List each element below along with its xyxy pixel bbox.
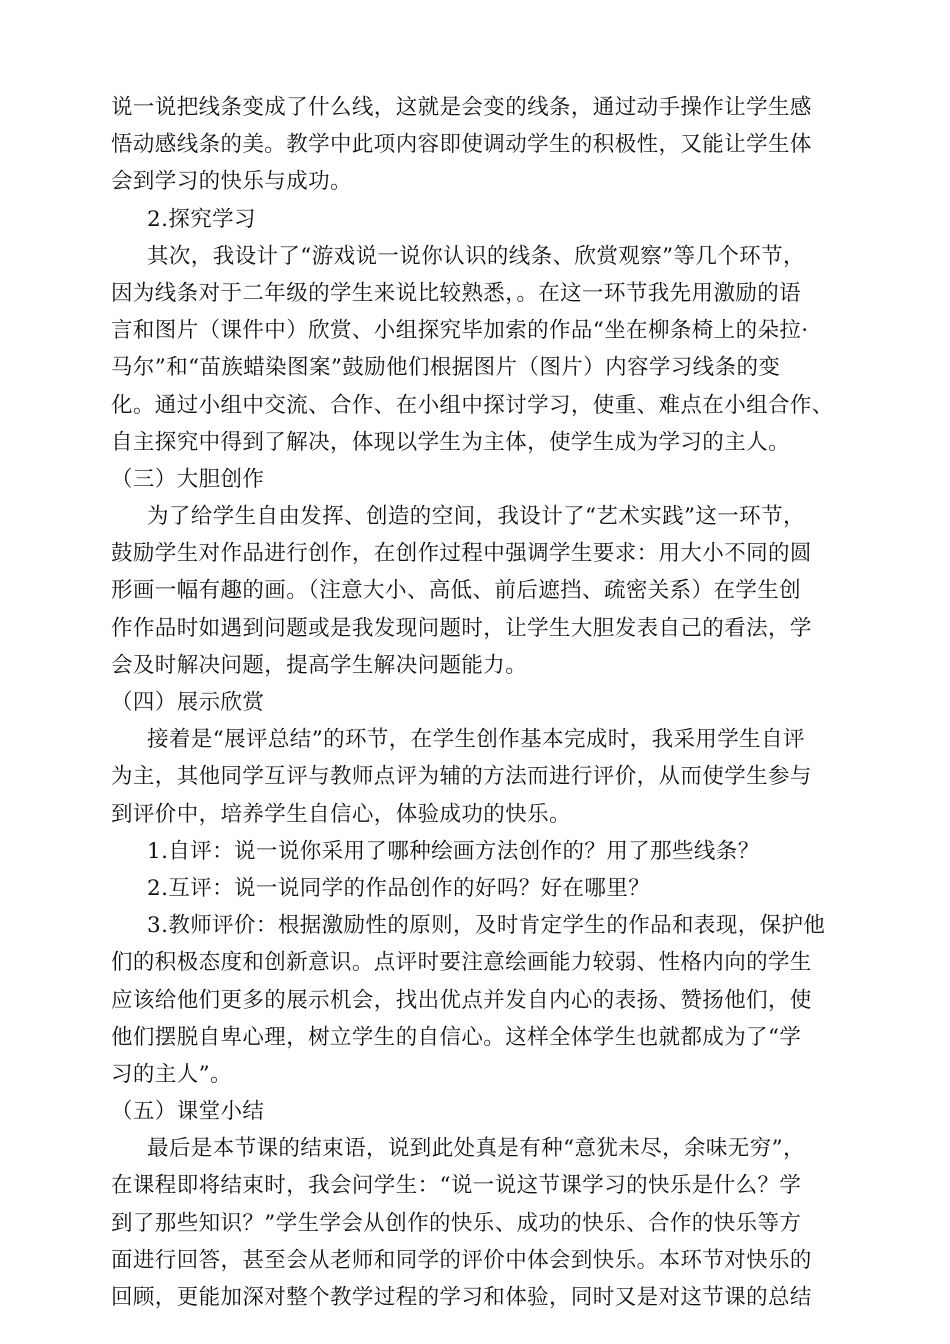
text-line: 到评价中，培养学生自信心，体验成功的快乐。 [111,801,571,827]
text-line: 会到学习的快乐与成功。 [111,169,352,195]
text-line: 面进行回答，甚至会从老师和同学的评价中体会到快乐。本环节对快乐的 [111,1247,812,1273]
text-line: 自主探究中得到了解决，体现以学生为主体，使学生成为学习的主人。 [111,429,790,455]
text-line: 悟动感线条的美。教学中此项内容即使调动学生的积极性，又能让学生体 [111,132,812,158]
text-line: 鼓励学生对作品进行创作，在创作过程中强调学生要求：用大小不同的圆 [111,541,812,567]
text-line: 为了给学生自由发挥、创造的空间，我设计了“艺术实践”这一环节， [147,504,805,530]
document-body [111,89,856,1316]
text-line: 马尔”和“苗族蜡染图案”鼓励他们根据图片（图片）内容学习线条的变 [111,355,781,381]
text-line: 们的积极态度和创新意识。点评时要注意绘画能力较弱、性格内向的学生 [111,950,812,976]
text-line: 在课程即将结束时，我会问学生：“说一说这节课学习的快乐是什么？学 [111,1173,802,1199]
text-line: 为主，其他同学互评与教师点评为辅的方法而进行评价，从而使学生参与 [111,764,812,790]
text-line: 说一说把线条变成了什么线，这就是会变的线条，通过动手操作让学生感 [111,95,812,120]
text-line: 形画一幅有趣的画。（注意大小、高低、前后遮挡、疏密关系）在学生创 [111,578,802,604]
text-line: 2.探究学习 [147,206,256,232]
text-line: 接着是“展评总结”的环节，在学生创作基本完成时，我采用学生自评 [147,727,805,753]
text-line: 化。通过小组中交流、合作、在小组中探讨学习，使重、难点在小组合作、 [111,392,834,418]
text-line: （五）课堂小结 [111,1099,265,1125]
text-line: 他们摆脱自卑心理，树立学生的自信心。这样全体学生也就都成为了“学 [111,1024,802,1050]
text-line: 言和图片（课件中）欣赏、小组探究毕加索的作品“坐在柳条椅上的朵拉· [111,318,809,344]
text-line: 作作品时如遇到问题或是我发现问题时，让学生大胆发表自己的看法，学 [111,615,812,641]
text-line: 习的主人”。 [111,1061,232,1087]
text-line: （三）大胆创作 [111,466,265,492]
text-line: 最后是本节课的结束语，说到此处真是有种“意犹未尽，余味无穷”， [147,1136,805,1162]
text-line: （四）展示欣赏 [111,690,265,715]
text-line: 3.教师评价：根据激励性的原则，及时肯定学生的作品和表现，保护他 [147,913,826,939]
text-line: 其次，我设计了“游戏说一说你认识的线条、欣赏观察”等几个环节， [147,243,805,269]
text-line: 2.互评：说一说同学的作品创作的好吗？好在哪里？ [147,875,651,901]
text-line: 到了那些知识？”学生学会从创作的快乐、成功的快乐、合作的快乐等方 [111,1210,802,1236]
text-line: 应该给他们更多的展示机会，找出优点并发自内心的表扬、赞扬他们，使 [111,987,812,1013]
text-line: 1.自评：说一说你采用了哪种绘画方法创作的？用了那些线条？ [147,838,760,864]
text-line: 因为线条对于二年级的学生来说比较熟悉，。在这一环节我先用激励的语 [111,280,802,306]
text-line: 回顾，更能加深对整个教学过程的学习和体验，同时又是对这节课的总结 [111,1285,812,1310]
text-line: 会及时解决问题，提高学生解决问题能力。 [111,652,528,678]
